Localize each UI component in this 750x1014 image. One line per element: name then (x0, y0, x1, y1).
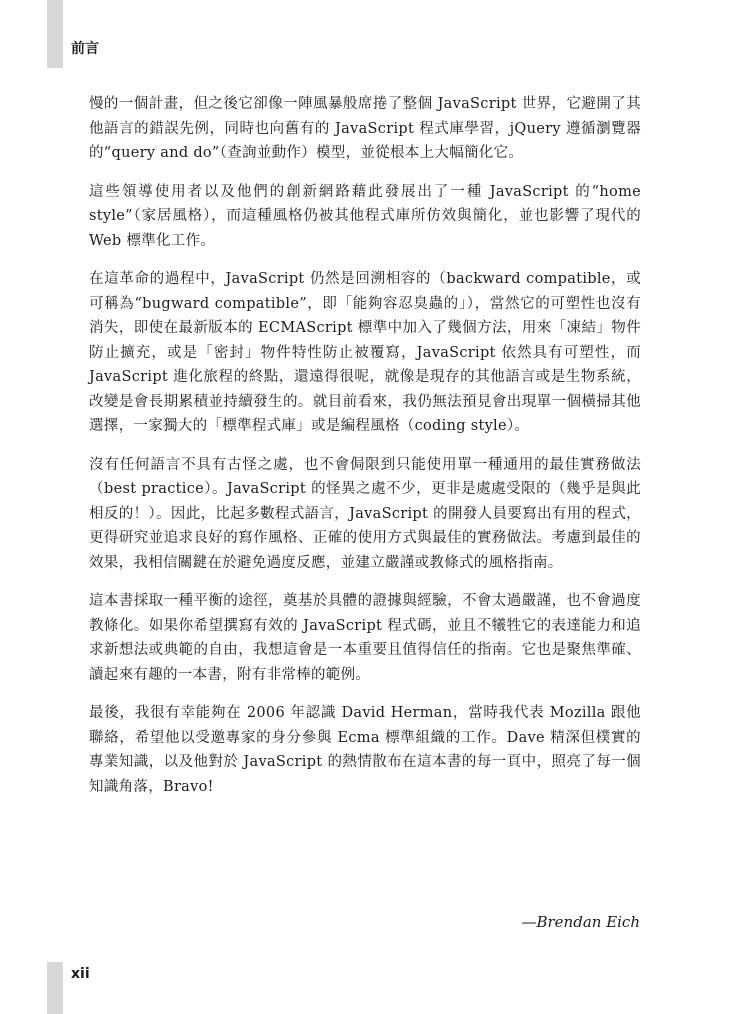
author-signature: —Brendan Eich (521, 913, 640, 931)
section-title: 前言 (71, 41, 99, 57)
paragraph: 慢的一個計畫，但之後它卻像一陣風暴般席捲了整個 JavaScript 世界，它避開了其他語言的錯誤先例，同時也向舊有的 JavaScript 程式庫學習，jQuery 遵循瀏覽器的“query and do”（查詢並動作）模型，並從根本上大幅簡化它。 (89, 96, 641, 161)
paragraph: 最後，我很有幸能夠在 2006 年認識 David Herman，當時我代表 Mozilla 跟他聯絡，希望他以受邀專家的身分參與 Ecma 標準組織的工作。Dave 精深但樸實的專業知識，以及他對於 JavaScript 的熱情散布在這本書的每一頁中，照亮了每一個知識角落，Bravo! (89, 705, 641, 795)
paragraph: 這些領導使用者以及他們的創新網路藉此發展出了一種 JavaScript 的“home style”（家居風格），而這種風格仍被其他程式庫所仿效與簡化，並也影響了現代的 Web 標準化工作。 (89, 183, 641, 249)
footer-tab-marker (47, 962, 63, 1014)
header-tab-marker (47, 0, 63, 68)
page-number: xii (71, 966, 90, 982)
paragraph: 這本書採取一種平衡的途徑，奠基於具體的證據與經驗，不會太過嚴謹，也不會過度教條化。如果你希望撰寫有效的 JavaScript 程式碼，並且不犧牲它的表達能力和追求新想法或典範的自由，我想這會是一本重要且值得信任的指南。它也是聚焦準確、讀起來有趣的一本書，附有非常棒的範例。 (89, 593, 641, 683)
paragraph: 沒有任何語言不具有古怪之處，也不會侷限到只能使用單一種通用的最佳實務做法（best practice）。JavaScript 的怪異之處不少，更非是處處受限的（幾乎是與此相反的！）。因此，比起多數程式語言，JavaScript 的開發人員要寫出有用的程式，更得研究並追求良好的寫作風格、正確的使用方式與最佳的實務做法。考慮到最佳的效果，我相信關鍵在於避免過度反應，並建立嚴謹或教條式的風格指南。 (89, 456, 641, 571)
paragraph: 在這革命的過程中，JavaScript 仍然是回溯相容的（backward compatible，或可稱為“bugward compatible”，即「能夠容忍臭蟲的」），當然它的可塑性也沒有消失，即使在最新版本的 ECMAScript 標準中加入了幾個方法，用來「凍結」物件防止擴充，或是「密封」物件特性防止被覆寫，JavaScript 依然具有可塑性，而 JavaScript 進化旅程的終點，還遠得很呢，就像是現存的其他語言或是生物系統，改變是會長期累積並持續發生的。就目前看來，我仍無法預見會出現單一個橫掃其他選擇，一家獨大的「標準程式庫」或是編程風格（coding style）。 (89, 271, 641, 434)
body-text (89, 92, 641, 813)
